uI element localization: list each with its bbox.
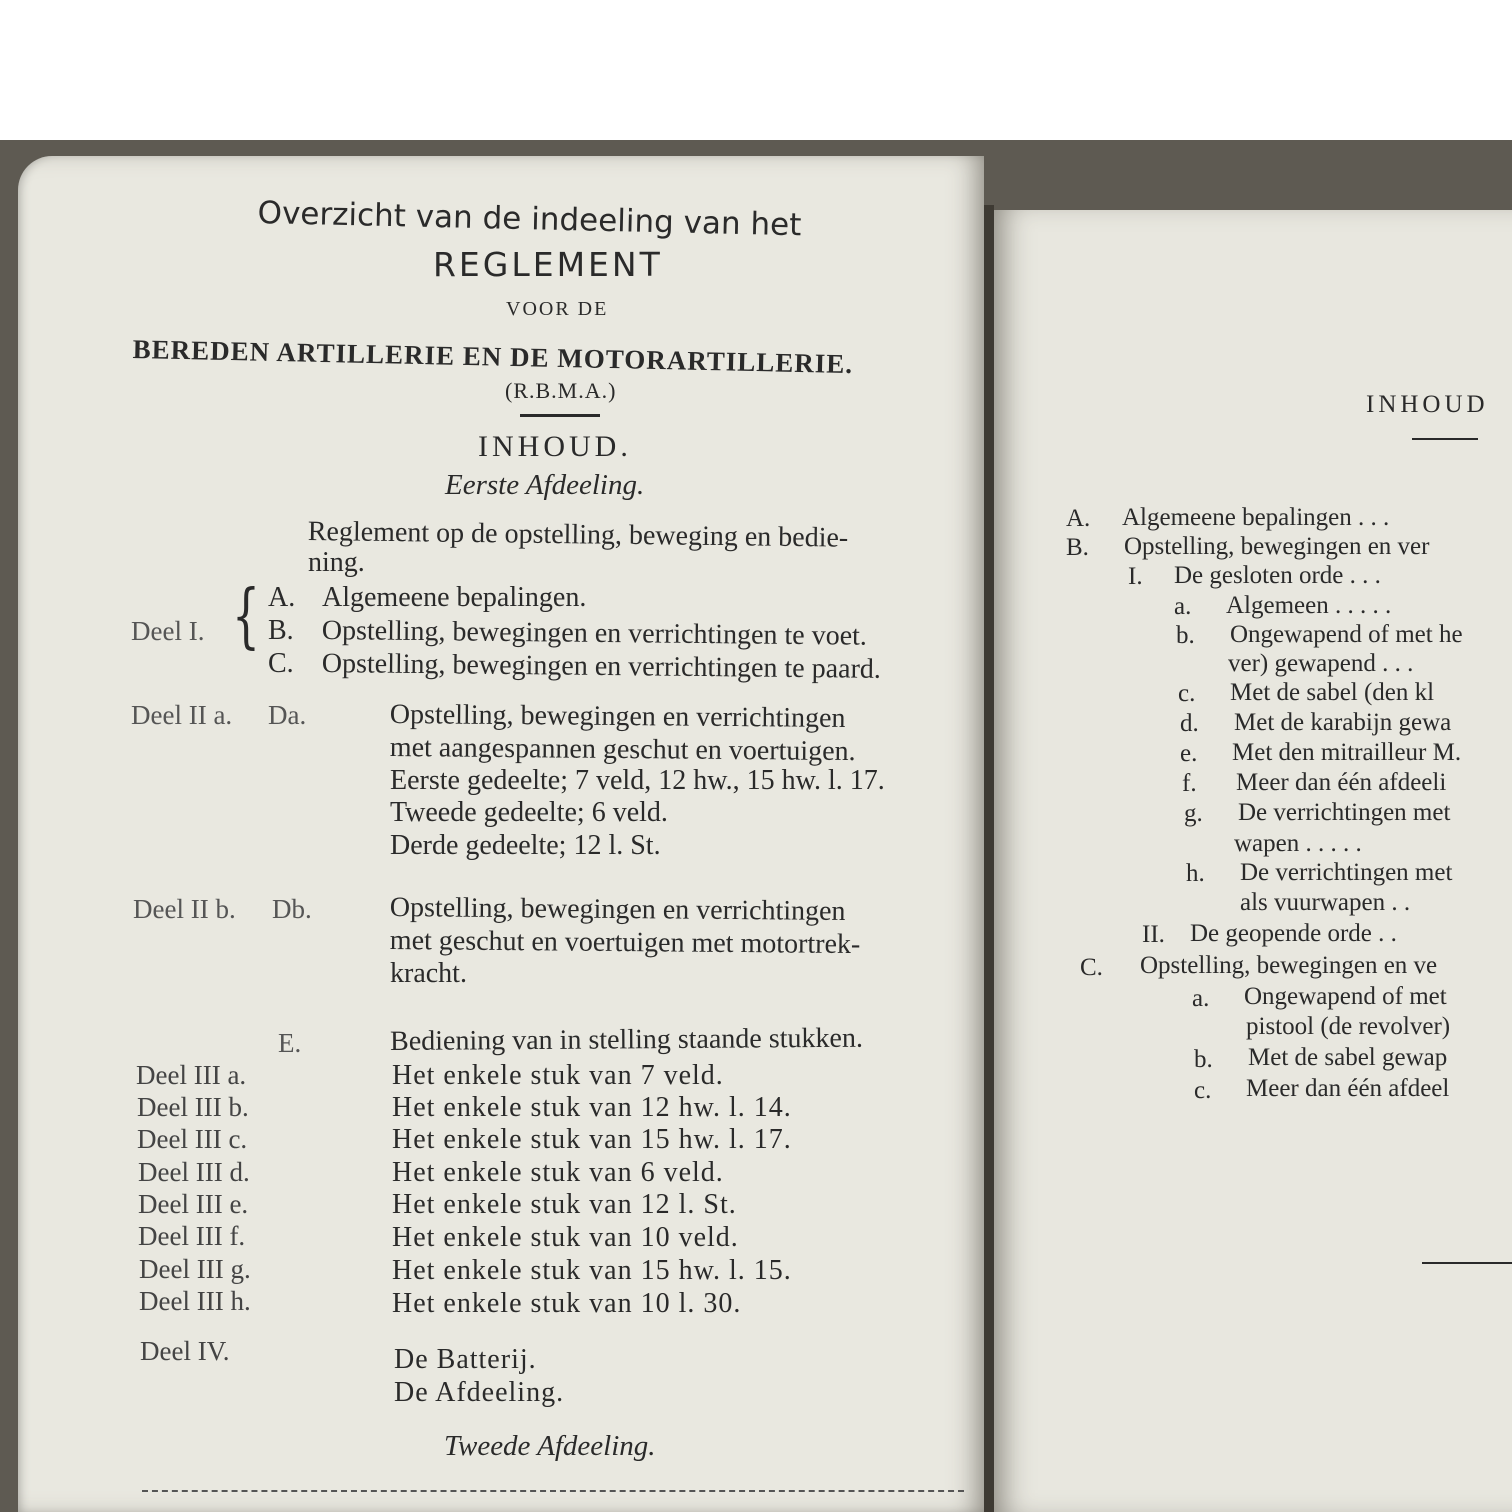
deel-3e-label: Deel III e. — [138, 1189, 249, 1219]
right-mark-3: a. — [1174, 593, 1192, 620]
right-entry-10: De verrichtingen met — [1238, 799, 1451, 826]
right-entry-12: De verrichtingen met — [1240, 859, 1453, 886]
right-inhoud-title: INHOUD — [1366, 391, 1489, 418]
right-entry-8: Met den mitrailleur M. — [1232, 739, 1462, 766]
right-entry-15: Opstelling, bewegingen en ve — [1140, 952, 1438, 979]
right-entry-11: wapen . . . . . — [1234, 830, 1362, 857]
right-entry-17: pistool (de revolver) — [1246, 1013, 1451, 1040]
heading-reglement: REGLEMENT — [433, 245, 663, 284]
deel-4-line-1: De Batterij. — [394, 1344, 537, 1375]
deel-3a-label: Deel III a. — [136, 1060, 247, 1090]
heading-overzicht: Overzicht van de indeeling van het — [257, 195, 802, 244]
heading-artillerie: BEREDEN ARTILLERIE EN DE MOTORARTILLERIE. — [132, 334, 854, 380]
right-entry-7: Met de karabijn gewa — [1234, 709, 1452, 736]
deel-3c-label: Deel III c. — [137, 1124, 248, 1154]
deel-3f-label: Deel III f. — [138, 1221, 246, 1251]
deel-3b-label: Deel III b. — [137, 1092, 249, 1122]
deel-2a-line-5: Derde gedeelte; 12 l. St. — [390, 830, 661, 861]
heading-abbrev: (R.B.M.A.) — [505, 378, 617, 403]
right-entry-5: ver) gewapend . . . — [1228, 650, 1414, 677]
heading-rule — [520, 414, 600, 417]
right-mark-7: d. — [1180, 710, 1199, 737]
deel-4-line-2: De Afdeeling. — [394, 1377, 565, 1408]
deel-3d-text: Het enkele stuk van 6 veld. — [392, 1157, 724, 1188]
deel-1-letter-c: C. — [268, 648, 294, 679]
deel-2b-label: Deel II b. — [133, 894, 236, 924]
deel-2a-label: Deel II a. — [131, 700, 233, 730]
right-entry-6: Met de sabel (den kl — [1230, 679, 1435, 706]
right-mark-15: C. — [1080, 954, 1103, 981]
right-mark-2: I. — [1128, 563, 1143, 590]
right-entry-16: Ongewapend of met — [1244, 983, 1447, 1010]
deel-2b-line-2: met geschut en voertuigen met motortrek- — [389, 925, 861, 961]
deel-3g-text: Het enkele stuk van 15 hw. l. 15. — [392, 1255, 792, 1286]
deel-1-text-a: Algemeene bepalingen. — [322, 582, 587, 613]
deel-3e-text: Het enkele stuk van 12 l. St. — [392, 1189, 737, 1220]
deel-3d-label: Deel III d. — [138, 1157, 250, 1187]
intro-line-2: ning. — [308, 547, 365, 578]
deel-1-text-c: Opstelling, bewegingen en verrichtingen te paard. — [321, 648, 882, 685]
right-mark-0: A. — [1066, 505, 1091, 532]
deel-3c-text: Het enkele stuk van 15 hw. l. 17. — [392, 1124, 792, 1155]
right-mark-10: g. — [1184, 800, 1203, 827]
right-entry-14: De geopende orde . . — [1190, 920, 1397, 947]
intro-line-1: Reglement op de opstelling, beweging en bedie- — [307, 516, 849, 554]
right-mark-8: e. — [1180, 740, 1198, 767]
right-mark-18: b. — [1194, 1046, 1213, 1073]
right-entry-0: Algemeene bepalingen . . . — [1122, 504, 1390, 531]
deel-2b-line-3: kracht. — [390, 958, 467, 989]
right-entry-4: Ongewapend of met he — [1230, 621, 1463, 648]
right-entry-1: Opstelling, bewegingen en ver — [1124, 533, 1430, 560]
deel-2a-line-4: Tweede gedeelte; 6 veld. — [390, 797, 668, 828]
right-mark-16: a. — [1192, 985, 1210, 1012]
deel-2a-line-2: met aangespannen geschut en voertuigen. — [389, 732, 856, 768]
deel-3h-text: Het enkele stuk van 10 l. 30. — [392, 1288, 742, 1319]
right-entry-9: Meer dan één afdeeli — [1236, 769, 1447, 796]
deel-1-letter-a: A. — [268, 582, 296, 613]
deel-3b-text: Het enkele stuk van 12 hw. l. 14. — [392, 1092, 792, 1123]
right-entry-18: Met de sabel gewap — [1248, 1044, 1448, 1071]
bottom-dotted-line — [142, 1490, 964, 1492]
deel-2b-line-1: Opstelling, bewegingen en verrichtingen — [389, 892, 846, 927]
deel-3f-text: Het enkele stuk van 10 veld. — [392, 1222, 739, 1253]
section-eerste-afdeeling: Eerste Afdeeling. — [445, 469, 645, 501]
right-entry-19: Meer dan één afdeel — [1246, 1075, 1450, 1102]
right-mark-14: II. — [1142, 921, 1165, 948]
right-entry-13: als vuurwapen . . — [1240, 889, 1411, 916]
deel-2a-line-1: Opstelling, bewegingen en verrichtingen — [389, 699, 846, 734]
deel-3a-text: Het enkele stuk van 7 veld. — [392, 1060, 724, 1091]
inhoud-title: INHOUD. — [478, 430, 632, 463]
right-mark-1: B. — [1066, 534, 1089, 561]
right-bottom-rule — [1422, 1262, 1512, 1264]
deel-2a-line-3: Eerste gedeelte; 7 veld, 12 hw., 15 hw. l. 17. — [390, 765, 885, 796]
deel-1-text-b: Opstelling, bewegingen en verrichtingen te voet. — [321, 615, 868, 652]
right-entry-2: De gesloten orde . . . — [1174, 562, 1381, 589]
right-title-rule — [1412, 438, 1478, 440]
heading-voor-de: VOOR DE — [506, 298, 609, 320]
deel-1-letter-b: B. — [268, 615, 294, 646]
book-gutter — [984, 205, 994, 1512]
right-mark-4: b. — [1176, 622, 1195, 649]
deel-2b-code: Db. — [272, 894, 312, 924]
right-mark-9: f. — [1182, 770, 1197, 797]
deel-1-brace: { — [232, 575, 260, 658]
section-e-text: Bediening van in stelling staande stukken. — [389, 1022, 864, 1057]
deel-1-label: Deel I. — [131, 616, 205, 646]
right-mark-12: h. — [1186, 860, 1205, 887]
right-mark-6: c. — [1178, 680, 1196, 707]
deel-3h-label: Deel III h. — [139, 1286, 251, 1316]
deel-3g-label: Deel III g. — [139, 1254, 251, 1284]
right-entry-3: Algemeen . . . . . — [1226, 592, 1392, 619]
section-e-code: E. — [278, 1028, 302, 1058]
section-tweede-afdeeling: Tweede Afdeeling. — [444, 1430, 656, 1462]
deel-2a-code: Da. — [268, 700, 307, 730]
deel-4-label: Deel IV. — [140, 1336, 230, 1366]
right-mark-19: c. — [1194, 1077, 1212, 1104]
